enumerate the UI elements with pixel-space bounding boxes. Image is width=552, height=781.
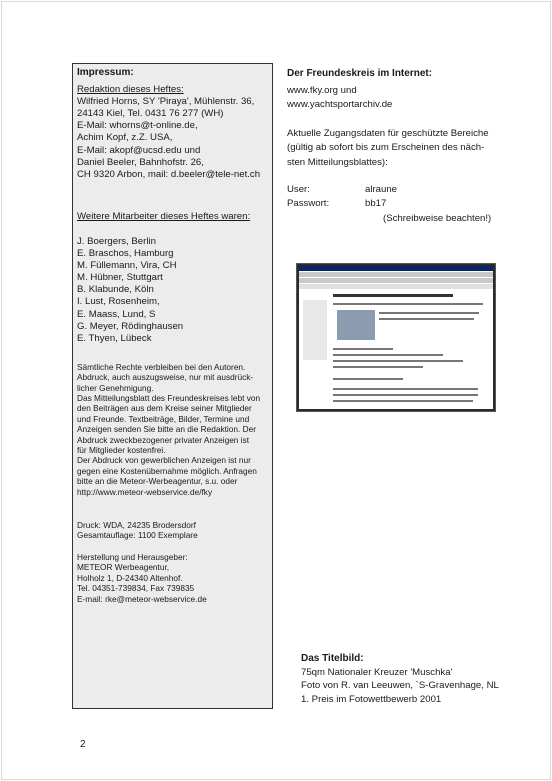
contributor-line: E. Maass, Lund, S (77, 308, 156, 320)
site-photo (337, 310, 375, 340)
editor-line: Daniel Beeler, Bahnhofstr. 26, (77, 156, 204, 168)
editor-line: Wilfried Horns, SY 'Piraya', Mühlenstr. 36, (77, 96, 255, 108)
rights-line: Anzeigen senden Sie bitte an die Redaktion. Der (77, 424, 256, 435)
site-text-line (333, 348, 393, 350)
rights-line: Abdruck zweckbezogener privater Anzeigen ist (77, 434, 250, 445)
password-label: Passwort: (287, 198, 330, 210)
contributor-line: I. Lust, Rosenheim, (77, 296, 160, 308)
publisher-line: E-mail: rke@meteor-webservice.de (77, 593, 207, 604)
rights-text (77, 362, 269, 497)
site-text-line (333, 360, 463, 362)
website-screenshot-content (299, 266, 493, 409)
access-line: sten Mitteilungsblattes): (287, 156, 388, 168)
contributor-line: M. Hübner, Stuttgart (77, 272, 163, 284)
browser-menubar (299, 272, 493, 277)
site-text-line (379, 312, 479, 314)
impressum-box (72, 63, 273, 709)
rights-line: den Beiträgen aus dem Kreise seiner Mitglieder (77, 403, 252, 414)
site-text-line (379, 318, 474, 320)
access-line: Aktuelle Zugangsdaten für geschützte Bereiche (287, 127, 489, 139)
titelbild-line: Foto von R. van Leeuwen, `S-Gravenhage, NL (301, 680, 499, 692)
site-sidebar (303, 300, 327, 360)
user-row (287, 183, 517, 198)
editor-line: E-Mail: akopf@ucsd.edu und (77, 144, 201, 156)
site-text-line (333, 378, 403, 380)
website-screenshot (296, 263, 496, 412)
password-row (287, 197, 517, 212)
site-banner (333, 294, 453, 297)
editor-line: Achim Kopf, z.Z. USA, (77, 132, 173, 144)
contributor-line: B. Klabunde, Köln (77, 284, 154, 296)
internet-title: Der Freundeskreis im Internet: (287, 68, 433, 79)
site-text-line (333, 388, 478, 390)
credentials (287, 183, 517, 227)
rights-line: Abdruck, auch auszugsweise, nur mit ausdrück- (77, 372, 254, 383)
contributors-list (77, 236, 269, 345)
impressum-title: Impressum: (77, 67, 134, 78)
editors-list (77, 96, 269, 181)
url-fky: www.fky.org und (287, 84, 357, 96)
browser-toolbar (299, 278, 493, 283)
contributors-heading: Weitere Mitarbeiter dieses Heftes waren: (77, 210, 251, 222)
titelbild-line: 1. Preis im Fotowettbewerb 2001 (301, 693, 442, 705)
rights-line: Sämtliche Rechte verbleiben bei den Autoren. (77, 361, 246, 372)
site-text-line (333, 400, 473, 402)
access-line: (gültig ab sofort bis zum Erscheinen des näch- (287, 142, 485, 154)
internet-section (287, 67, 517, 226)
page-number: 2 (80, 739, 86, 750)
editors-heading: Redaktion dieses Heftes: (77, 84, 184, 96)
rights-line: bitte an die Meteor-Werbeagentur, s.u. oder (77, 476, 238, 487)
publisher-line: Tel. 04351-739834, Fax 739835 (77, 583, 195, 594)
contributor-line: E. Thyen, Lübeck (77, 332, 152, 344)
publisher-line: METEOR Werbeagentur, (77, 562, 170, 573)
site-text-line (333, 354, 443, 356)
password-note: (Schreibweise beachten!) (383, 212, 492, 224)
user-value: alraune (365, 183, 398, 195)
rights-line: für Mitglieder kostenfrei. (77, 445, 166, 456)
password-value: bb17 (365, 198, 387, 210)
rights-line: Das Mitteilungsblatt des Freundeskreises lebt von (77, 393, 261, 403)
contributor-line: G. Meyer, Rödinghausen (77, 320, 184, 332)
access-text (287, 127, 517, 171)
titelbild-line: 75qm Nationaler Kreuzer 'Muschka' (301, 667, 453, 679)
publisher-line: Herstellung und Herausgeber: (77, 551, 188, 562)
print-info (77, 520, 269, 541)
rights-line: licher Genehmigung. (77, 382, 154, 393)
publisher-info (77, 552, 269, 604)
rights-line: gegen eine Kostenübernahme möglich. Anfragen (77, 465, 257, 476)
site-text-line (333, 303, 483, 305)
user-label: User: (287, 183, 310, 195)
site-text-line (333, 394, 478, 396)
rights-line: Der Abdruck von gewerblichen Anzeigen ist nur (77, 455, 251, 466)
window-titlebar (299, 266, 493, 271)
site-text-line (333, 366, 423, 368)
contributor-line: E. Braschos, Hamburg (77, 248, 174, 260)
publisher-line: Holholz 1, D-24340 Altenhof. (77, 572, 183, 583)
url-yachtsportarchiv: www.yachtsportarchiv.de (287, 99, 393, 111)
titelbild-section (301, 652, 521, 706)
rights-line: und Freunde. Textbeiträge, Bilder, Termine und (77, 413, 250, 424)
titelbild-title: Das Titelbild: (301, 653, 364, 664)
print-line: Druck: WDA, 24235 Brodersdorf (77, 520, 196, 531)
editor-line: CH 9320 Arbon, mail: d.beeler@tele-net.ch (77, 168, 261, 180)
contributor-line: J. Boergers, Berlin (77, 235, 156, 247)
browser-addressbar (299, 284, 493, 289)
rights-line: http://www.meteor-webservice.de/fky (77, 486, 213, 497)
editor-line: 24143 Kiel, Tel. 0431 76 277 (WH) (77, 108, 224, 120)
contributor-line: M. Füllemann, Vira, CH (77, 260, 177, 272)
print-line: Gesamtauflage: 1100 Exemplare (77, 530, 198, 541)
editor-line: E-Mail: whorns@t-online.de, (77, 120, 198, 132)
